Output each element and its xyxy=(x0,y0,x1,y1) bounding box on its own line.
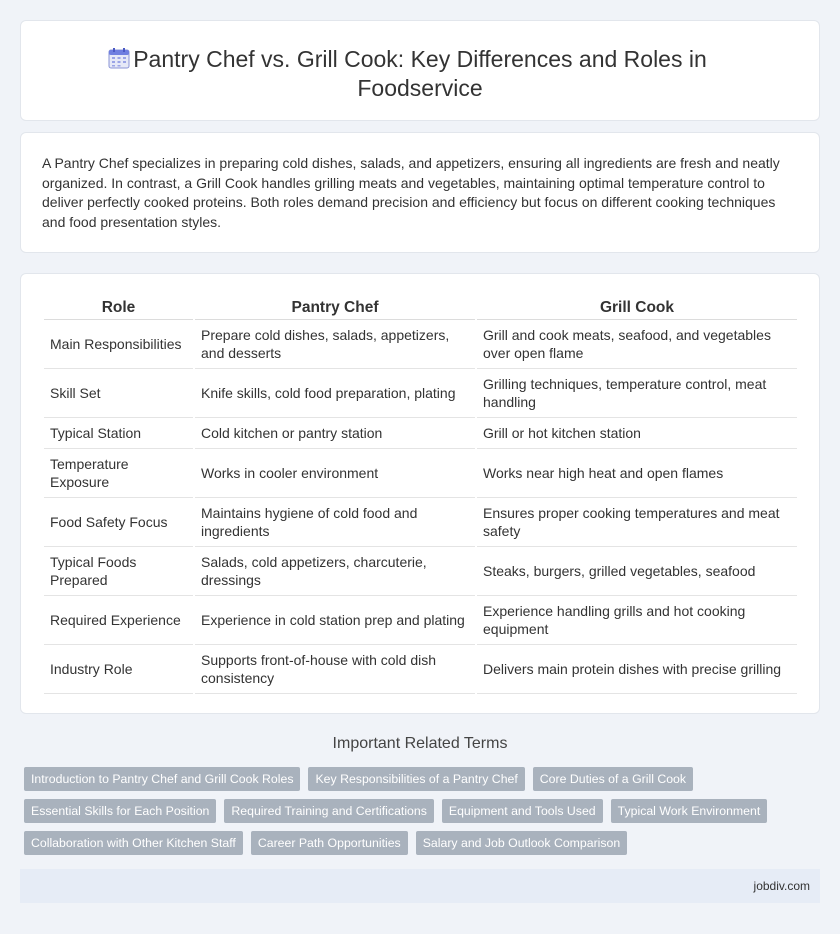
table-row xyxy=(44,547,797,596)
tag-link[interactable]: Equipment and Tools Used xyxy=(442,799,603,823)
page-title: Pantry Chef vs. Grill Cook: Key Differences and Roles in Foodservice xyxy=(133,46,707,101)
grill-cook-cell: Steaks, burgers, grilled vegetables, seafood xyxy=(477,547,797,596)
pantry-chef-cell: Prepare cold dishes, salads, appetizers, and desserts xyxy=(195,320,475,369)
row-label: Food Safety Focus xyxy=(44,498,193,547)
tag-row xyxy=(24,799,824,823)
comparison-table xyxy=(42,294,799,694)
row-label: Skill Set xyxy=(44,369,193,418)
intro-paragraph: A Pantry Chef specializes in preparing cold dishes, salads, and appetizers, ensuring all ingredients are fresh and neatly organized. In contrast, a Grill Cook handles grilling meats and vegetables, maintaining optimal temperature control to deliver perfectly cooked proteins. Both roles demand precision and efficiency but focus on different cooking techniques and food presentation styles. xyxy=(42,155,780,230)
row-label: Typical Foods Prepared xyxy=(44,547,193,596)
table-row xyxy=(44,498,797,547)
comparison-card xyxy=(20,273,820,714)
related-terms-title: Important Related Terms xyxy=(332,735,508,752)
tag-row xyxy=(24,767,824,791)
pantry-chef-cell: Supports front-of-house with cold dish consistency xyxy=(195,645,475,694)
tag-link[interactable]: Essential Skills for Each Position xyxy=(24,799,216,823)
tag-link[interactable]: Salary and Job Outlook Comparison xyxy=(416,831,628,855)
grill-cook-cell: Grill and cook meats, seafood, and vegetables over open flame xyxy=(477,320,797,369)
pantry-chef-cell: Cold kitchen or pantry station xyxy=(195,418,475,449)
title-card xyxy=(20,20,820,121)
pantry-chef-cell: Experience in cold station prep and plating xyxy=(195,596,475,645)
grill-cook-cell: Works near high heat and open flames xyxy=(477,449,797,498)
table-row xyxy=(44,320,797,369)
grill-cook-cell: Grill or hot kitchen station xyxy=(477,418,797,449)
header-pantry-chef: Pantry Chef xyxy=(195,294,475,320)
tag-link[interactable]: Required Training and Certifications xyxy=(224,799,434,823)
tag-link[interactable]: Introduction to Pantry Chef and Grill Cook Roles xyxy=(24,767,300,791)
header-grill-cook: Grill Cook xyxy=(477,294,797,320)
row-label: Temperature Exposure xyxy=(44,449,193,498)
tag-link[interactable]: Collaboration with Other Kitchen Staff xyxy=(24,831,243,855)
tag-link[interactable]: Core Duties of a Grill Cook xyxy=(533,767,693,791)
pantry-chef-cell: Works in cooler environment xyxy=(195,449,475,498)
row-label: Industry Role xyxy=(44,645,193,694)
pantry-chef-cell: Knife skills, cold food preparation, plating xyxy=(195,369,475,418)
footer-site-link[interactable]: jobdiv.com xyxy=(753,879,810,893)
grill-cook-cell: Delivers main protein dishes with precise grilling xyxy=(477,645,797,694)
tag-link[interactable]: Career Path Opportunities xyxy=(251,831,408,855)
grill-cook-cell: Ensures proper cooking temperatures and meat safety xyxy=(477,498,797,547)
intro-card xyxy=(20,132,820,253)
tag-link[interactable]: Typical Work Environment xyxy=(611,799,768,823)
row-label: Main Responsibilities xyxy=(44,320,193,369)
tag-row xyxy=(24,831,824,855)
pantry-chef-cell: Salads, cold appetizers, charcuterie, dressings xyxy=(195,547,475,596)
grill-cook-cell: Grilling techniques, temperature control, meat handling xyxy=(477,369,797,418)
table-row xyxy=(44,596,797,645)
grill-cook-cell: Experience handling grills and hot cooking equipment xyxy=(477,596,797,645)
pantry-chef-cell: Maintains hygiene of cold food and ingredients xyxy=(195,498,475,547)
table-row xyxy=(44,449,797,498)
row-label: Typical Station xyxy=(44,418,193,449)
table-row xyxy=(44,418,797,449)
table-row xyxy=(44,369,797,418)
header-role: Role xyxy=(44,294,193,320)
related-terms-tags xyxy=(24,767,824,863)
table-row xyxy=(44,645,797,694)
tag-link[interactable]: Key Responsibilities of a Pantry Chef xyxy=(308,767,524,791)
row-label: Required Experience xyxy=(44,596,193,645)
footer xyxy=(20,869,820,903)
